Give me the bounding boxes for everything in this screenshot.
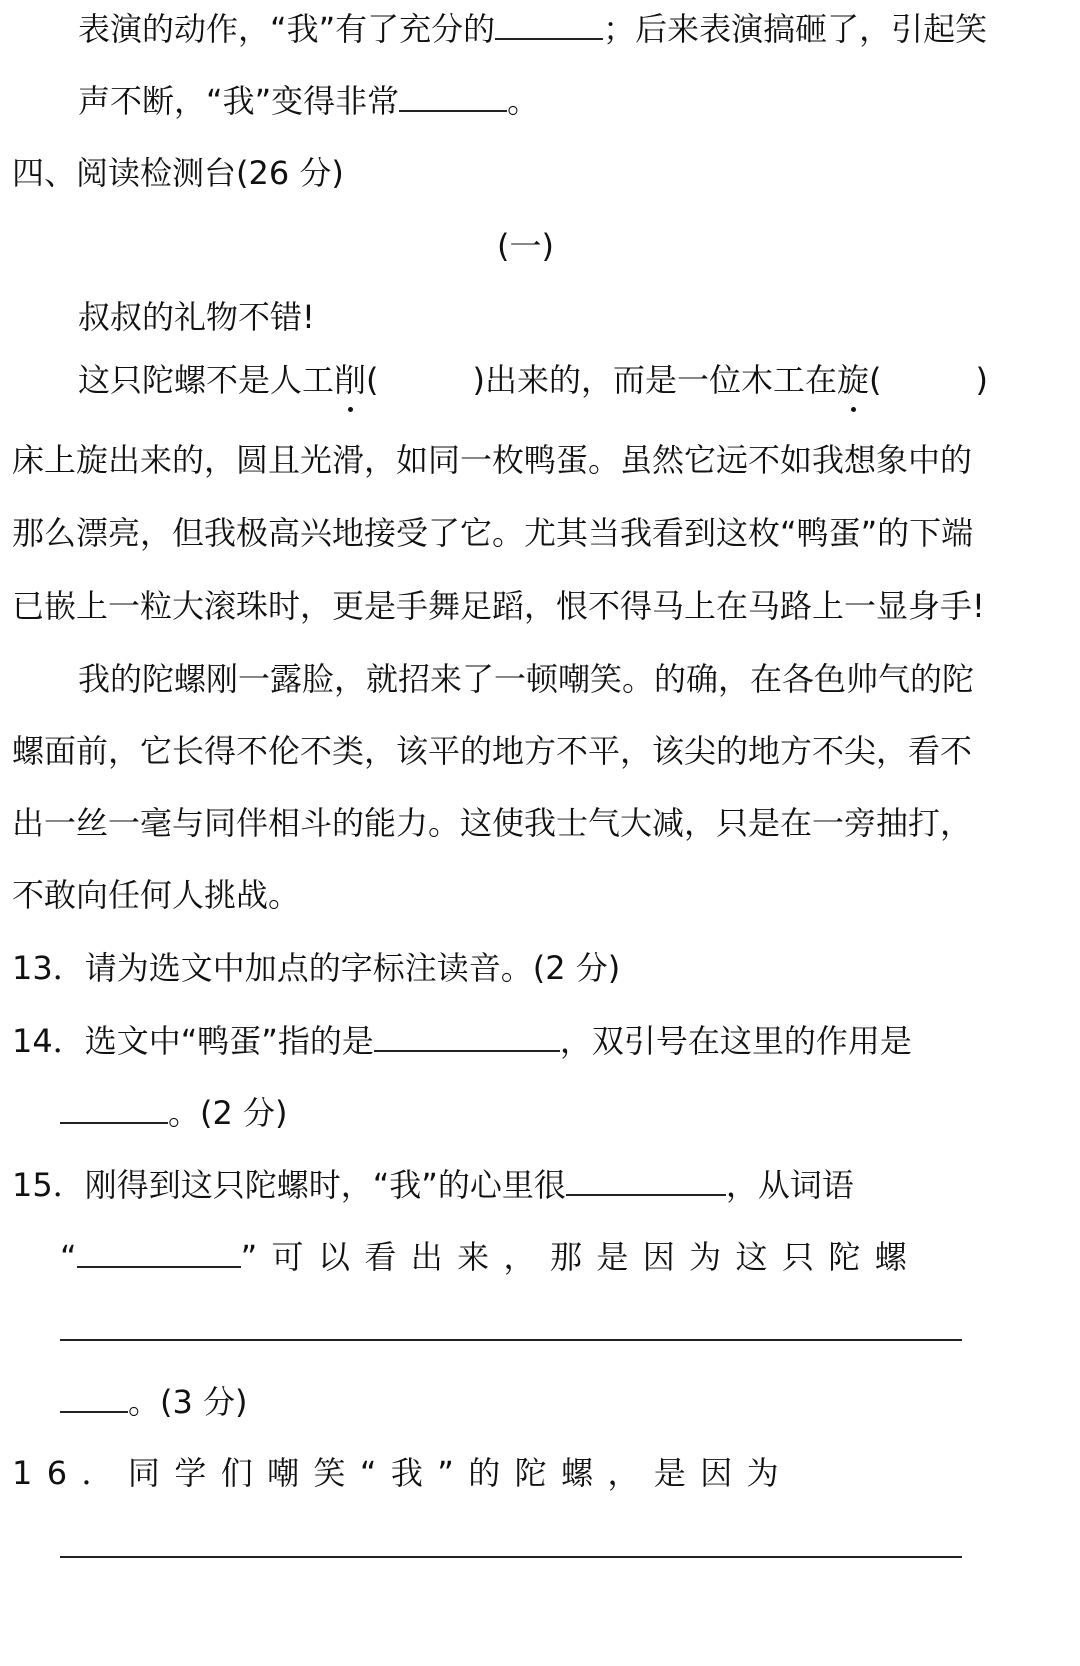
text-line <box>78 8 987 49</box>
passage-title: 叔叔的礼物不错! <box>78 298 315 336</box>
text-line <box>78 80 539 121</box>
answer-blank[interactable] <box>566 1164 726 1196</box>
section-heading: 四、阅读检测台(26 分) <box>12 154 344 192</box>
question-14 <box>12 1020 912 1061</box>
text-segment: ，从词语 <box>725 1166 854 1204</box>
dotted-char: 削 <box>334 361 367 399</box>
answer-blank[interactable] <box>374 1020 560 1052</box>
text-segment: ( <box>869 361 882 399</box>
answer-line[interactable] <box>60 1339 962 1341</box>
text-line <box>60 1236 921 1277</box>
text-segment: 这只陀螺不是人工 <box>78 361 335 399</box>
text-line: 螺面前，它长得不伦不类，该平的地方不平，该尖的地方不尖，看不 <box>12 732 973 770</box>
text-segment: “ <box>60 1238 77 1276</box>
text-line: 出一丝一毫与同伴相斗的能力。这使我士气大减，只是在一旁抽打， <box>12 804 973 842</box>
question-13: 13．请为选文中加点的字标注读音。(2 分) <box>12 949 621 987</box>
text-line: 我的陀螺刚一露脸，就招来了一顿嘲笑。的确，在各色帅气的陀 <box>78 660 975 698</box>
answer-blank[interactable] <box>60 1381 128 1413</box>
text-segment: 声不断，“我”变得非常 <box>78 82 400 120</box>
question-15 <box>12 1164 854 1205</box>
text-segment: ；后来表演搞砸了，引起笑 <box>603 10 988 48</box>
text-line <box>60 1092 288 1133</box>
text-segment: ) <box>975 361 988 399</box>
text-line: 那么漂亮，但我极高兴地接受了它。尤其当我看到这枚“鸭蛋”的下端 <box>12 514 974 552</box>
question-16: 16．同学们嘲笑“我”的陀螺，是因为 <box>12 1454 794 1492</box>
text-segment: ，双引号在这里的作用是 <box>559 1022 912 1060</box>
text-line <box>60 1381 248 1422</box>
text-line: 床上旋出来的，圆且光滑，如同一枚鸭蛋。虽然它远不如我想象中的 <box>12 441 973 479</box>
dotted-char: 旋 <box>837 361 870 399</box>
answer-line[interactable] <box>60 1556 962 1558</box>
text-line <box>78 360 988 400</box>
text-segment: 表演的动作，“我”有了充分的 <box>78 10 496 48</box>
text-segment: 。(2 分) <box>168 1094 288 1132</box>
text-line: 已嵌上一粒大滚珠时，更是手舞足蹈，恨不得马上在马路上一显身手! <box>12 587 985 625</box>
text-segment: 。(3 分) <box>128 1383 248 1421</box>
answer-blank[interactable] <box>399 80 507 112</box>
text-segment: ( <box>366 361 379 399</box>
text-segment: ”可以看出来，那是因为这只陀螺 <box>240 1238 922 1276</box>
text-segment: )出来的，而是一位木工在 <box>472 361 838 399</box>
text-segment: 。 <box>507 82 540 120</box>
answer-blank[interactable] <box>60 1092 168 1124</box>
text-segment: 15．刚得到这只陀螺时，“我”的心里很 <box>12 1166 566 1204</box>
answer-blank[interactable] <box>495 8 603 40</box>
text-line: 不敢向任何人挑战。 <box>12 876 301 914</box>
text-segment: 14．选文中“鸭蛋”指的是 <box>12 1022 374 1060</box>
part-heading: (一) <box>497 227 554 265</box>
answer-blank[interactable] <box>77 1236 241 1268</box>
